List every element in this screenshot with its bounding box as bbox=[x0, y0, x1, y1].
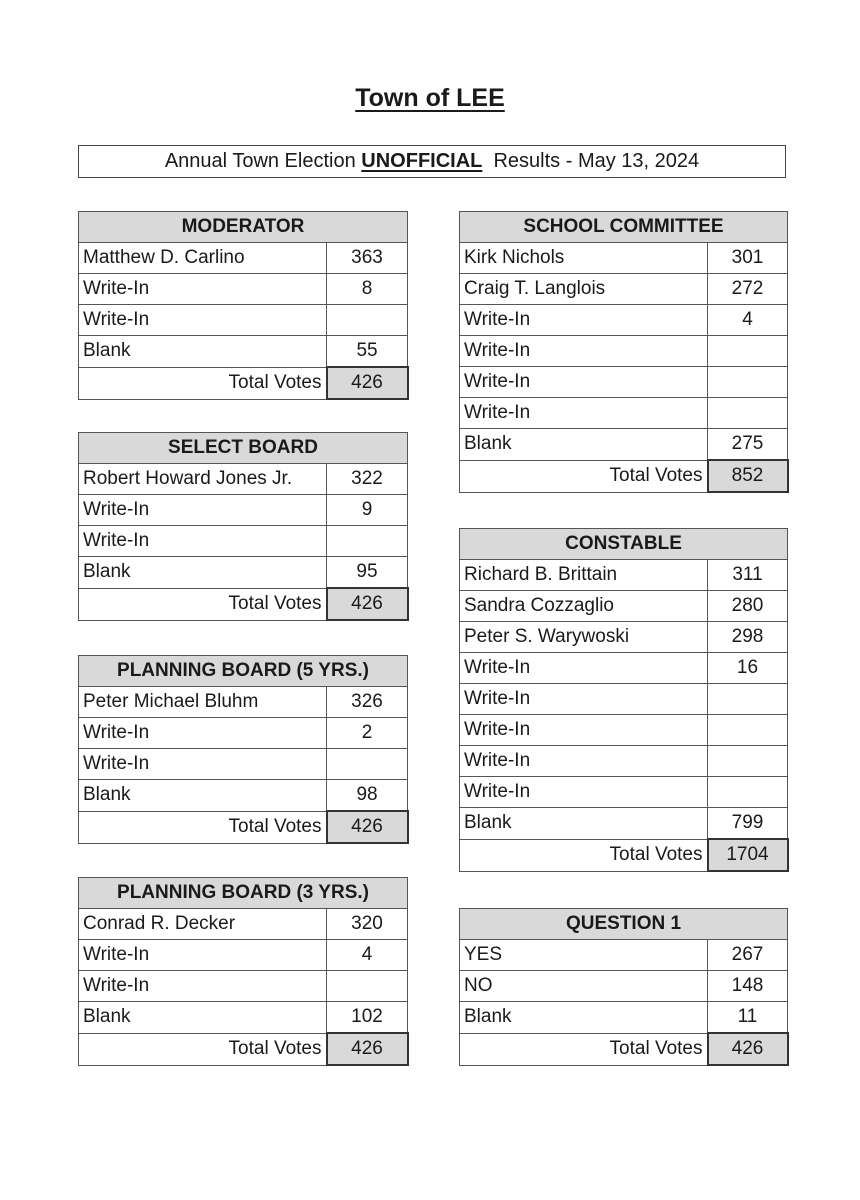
candidate-name: Write-In bbox=[79, 526, 327, 557]
candidate-name: Peter S. Warywoski bbox=[460, 622, 708, 653]
result-row bbox=[460, 336, 788, 367]
vote-count: 95 bbox=[327, 557, 408, 589]
race-heading: QUESTION 1 bbox=[460, 909, 788, 940]
candidate-name: NO bbox=[460, 971, 708, 1002]
total-votes-label: Total Votes bbox=[460, 839, 708, 871]
result-row bbox=[460, 715, 788, 746]
total-votes-value: 426 bbox=[708, 1033, 788, 1065]
result-row bbox=[460, 305, 788, 336]
vote-count: 9 bbox=[327, 495, 408, 526]
moderator-table bbox=[78, 211, 409, 400]
vote-count: 148 bbox=[708, 971, 788, 1002]
vote-count: 4 bbox=[327, 940, 408, 971]
total-votes-label: Total Votes bbox=[79, 811, 327, 843]
race-heading: PLANNING BOARD (5 YRS.) bbox=[79, 656, 408, 687]
result-row bbox=[460, 808, 788, 840]
vote-count: 4 bbox=[708, 305, 788, 336]
constable-table bbox=[459, 528, 789, 872]
candidate-name: Write-In bbox=[460, 715, 708, 746]
vote-count bbox=[708, 746, 788, 777]
candidate-name: Write-In bbox=[460, 653, 708, 684]
candidate-name: Craig T. Langlois bbox=[460, 274, 708, 305]
result-row bbox=[460, 622, 788, 653]
question-1-table bbox=[459, 908, 789, 1066]
total-votes-label: Total Votes bbox=[79, 588, 327, 620]
vote-count bbox=[327, 749, 408, 780]
result-row bbox=[79, 687, 408, 718]
total-votes-label: Total Votes bbox=[79, 367, 327, 399]
result-row bbox=[79, 940, 408, 971]
planning-board-3-table bbox=[78, 877, 409, 1066]
candidate-name: Write-In bbox=[79, 305, 327, 336]
vote-count: 275 bbox=[708, 429, 788, 461]
result-row bbox=[79, 243, 408, 274]
candidate-name: YES bbox=[460, 940, 708, 971]
candidate-name: Peter Michael Bluhm bbox=[79, 687, 327, 718]
planning-board-5-table bbox=[78, 655, 409, 844]
total-row bbox=[79, 1033, 408, 1065]
result-row bbox=[79, 526, 408, 557]
candidate-name: Write-In bbox=[79, 749, 327, 780]
vote-count: 298 bbox=[708, 622, 788, 653]
vote-count bbox=[327, 971, 408, 1002]
total-row bbox=[79, 588, 408, 620]
vote-count: 311 bbox=[708, 560, 788, 591]
candidate-name: Matthew D. Carlino bbox=[79, 243, 327, 274]
vote-count: 301 bbox=[708, 243, 788, 274]
race-heading: SELECT BOARD bbox=[79, 433, 408, 464]
vote-count bbox=[708, 336, 788, 367]
result-row bbox=[460, 777, 788, 808]
total-row bbox=[460, 460, 788, 492]
candidate-name: Blank bbox=[79, 557, 327, 589]
vote-count: 326 bbox=[327, 687, 408, 718]
total-votes-value: 1704 bbox=[708, 839, 788, 871]
candidate-name: Blank bbox=[79, 780, 327, 812]
total-row bbox=[460, 839, 788, 871]
result-row bbox=[79, 780, 408, 812]
candidate-name: Write-In bbox=[79, 718, 327, 749]
result-row bbox=[460, 971, 788, 1002]
candidate-name: Write-In bbox=[460, 777, 708, 808]
vote-count: 272 bbox=[708, 274, 788, 305]
candidate-name: Write-In bbox=[460, 398, 708, 429]
vote-count bbox=[708, 398, 788, 429]
candidate-name: Write-In bbox=[79, 495, 327, 526]
result-row bbox=[460, 243, 788, 274]
total-votes-label: Total Votes bbox=[79, 1033, 327, 1065]
vote-count bbox=[708, 684, 788, 715]
result-row bbox=[79, 495, 408, 526]
result-row bbox=[460, 560, 788, 591]
result-row bbox=[79, 1002, 408, 1034]
result-row bbox=[79, 557, 408, 589]
total-votes-label: Total Votes bbox=[460, 460, 708, 492]
total-votes-value: 852 bbox=[708, 460, 788, 492]
total-votes-value: 426 bbox=[327, 1033, 408, 1065]
candidate-name: Write-In bbox=[460, 336, 708, 367]
candidate-name: Write-In bbox=[460, 684, 708, 715]
total-votes-label: Total Votes bbox=[460, 1033, 708, 1065]
candidate-name: Write-In bbox=[79, 971, 327, 1002]
result-row bbox=[79, 718, 408, 749]
race-heading: SCHOOL COMMITTEE bbox=[460, 212, 788, 243]
vote-count: 799 bbox=[708, 808, 788, 840]
result-row bbox=[460, 653, 788, 684]
vote-count: 2 bbox=[327, 718, 408, 749]
vote-count bbox=[708, 777, 788, 808]
election-subtitle bbox=[78, 145, 786, 178]
total-row bbox=[460, 1033, 788, 1065]
total-row bbox=[79, 811, 408, 843]
subtitle-unofficial: UNOFFICIAL bbox=[361, 150, 483, 172]
result-row bbox=[79, 274, 408, 305]
result-row bbox=[79, 749, 408, 780]
result-row bbox=[460, 367, 788, 398]
result-row bbox=[460, 1002, 788, 1034]
total-votes-value: 426 bbox=[327, 367, 408, 399]
vote-count: 102 bbox=[327, 1002, 408, 1034]
total-votes-value: 426 bbox=[327, 588, 408, 620]
school-committee-table bbox=[459, 211, 789, 493]
vote-count: 11 bbox=[708, 1002, 788, 1034]
candidate-name: Write-In bbox=[460, 746, 708, 777]
candidate-name: Blank bbox=[79, 1002, 327, 1034]
result-row bbox=[79, 971, 408, 1002]
result-row bbox=[79, 305, 408, 336]
subtitle-prefix: Annual Town Election bbox=[164, 150, 362, 172]
candidate-name: Blank bbox=[79, 336, 327, 368]
candidate-name: Sandra Cozzaglio bbox=[460, 591, 708, 622]
race-heading: PLANNING BOARD (3 YRS.) bbox=[79, 878, 408, 909]
vote-count bbox=[708, 367, 788, 398]
race-heading: CONSTABLE bbox=[460, 529, 788, 560]
vote-count: 322 bbox=[327, 464, 408, 495]
result-row bbox=[460, 684, 788, 715]
candidate-name: Kirk Nichols bbox=[460, 243, 708, 274]
candidate-name: Write-In bbox=[79, 940, 327, 971]
result-row bbox=[79, 464, 408, 495]
result-row bbox=[79, 909, 408, 940]
total-votes-value: 426 bbox=[327, 811, 408, 843]
vote-count: 8 bbox=[327, 274, 408, 305]
candidate-name: Blank bbox=[460, 808, 708, 840]
vote-count: 363 bbox=[327, 243, 408, 274]
vote-count: 280 bbox=[708, 591, 788, 622]
select-board-table bbox=[78, 432, 409, 621]
result-row bbox=[460, 429, 788, 461]
vote-count bbox=[327, 526, 408, 557]
result-row bbox=[460, 591, 788, 622]
race-heading: MODERATOR bbox=[79, 212, 408, 243]
vote-count: 16 bbox=[708, 653, 788, 684]
result-row bbox=[460, 398, 788, 429]
total-row bbox=[79, 367, 408, 399]
result-row bbox=[79, 336, 408, 368]
candidate-name: Richard B. Brittain bbox=[460, 560, 708, 591]
subtitle-suffix: Results - May 13, 2024 bbox=[482, 150, 700, 172]
vote-count bbox=[708, 715, 788, 746]
vote-count bbox=[327, 305, 408, 336]
candidate-name: Blank bbox=[460, 429, 708, 461]
candidate-name: Write-In bbox=[460, 367, 708, 398]
result-row bbox=[460, 746, 788, 777]
candidate-name: Blank bbox=[460, 1002, 708, 1034]
page-title: Town of LEE bbox=[355, 84, 505, 112]
vote-count: 267 bbox=[708, 940, 788, 971]
candidate-name: Write-In bbox=[79, 274, 327, 305]
result-row bbox=[460, 940, 788, 971]
vote-count: 98 bbox=[327, 780, 408, 812]
vote-count: 55 bbox=[327, 336, 408, 368]
candidate-name: Conrad R. Decker bbox=[79, 909, 327, 940]
candidate-name: Write-In bbox=[460, 305, 708, 336]
candidate-name: Robert Howard Jones Jr. bbox=[79, 464, 327, 495]
result-row bbox=[460, 274, 788, 305]
vote-count: 320 bbox=[327, 909, 408, 940]
